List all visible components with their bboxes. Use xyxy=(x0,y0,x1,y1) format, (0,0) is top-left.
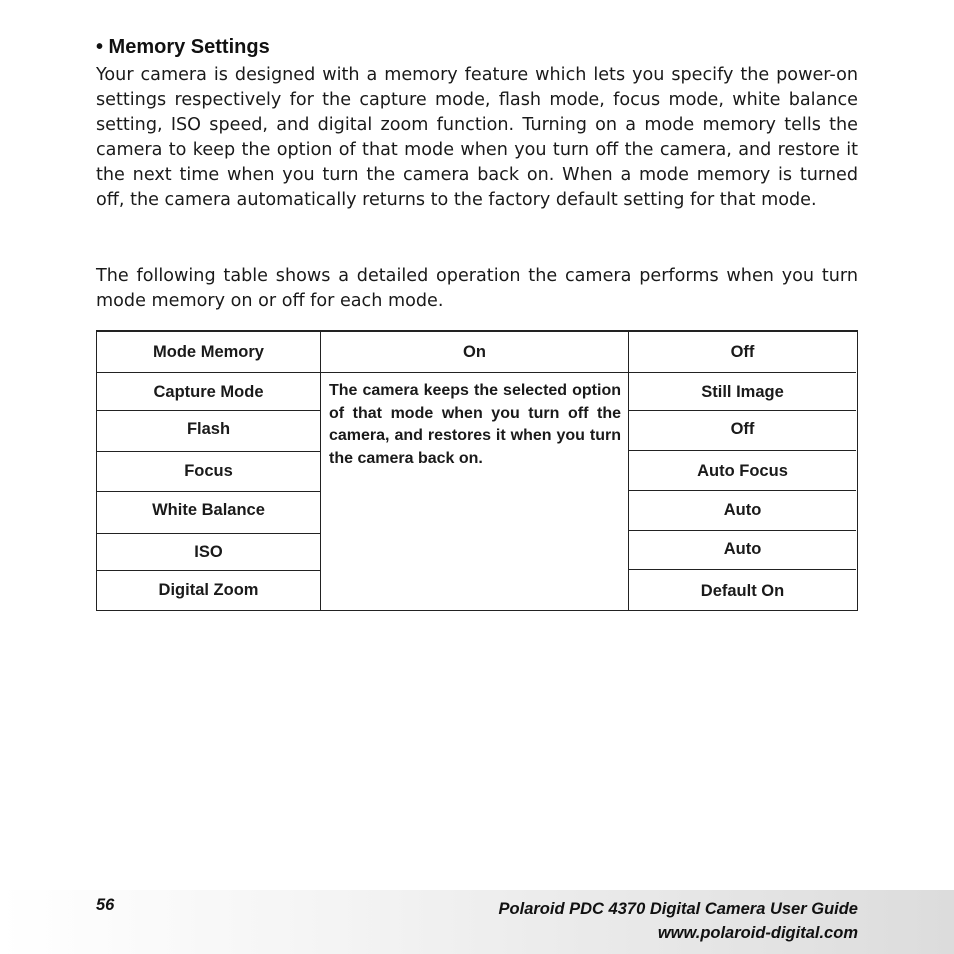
section-heading: • Memory Settings xyxy=(96,36,270,58)
mode-cell: Focus xyxy=(184,462,233,480)
off-cell: Off xyxy=(730,419,755,438)
table-divider xyxy=(97,570,321,571)
table-divider xyxy=(628,450,856,451)
table-divider xyxy=(320,332,321,610)
off-cell: Still Image xyxy=(701,382,784,401)
header-mode-memory: Mode Memory xyxy=(153,342,264,361)
memory-settings-table xyxy=(96,330,858,611)
mode-cell: Flash xyxy=(186,419,231,438)
page-number: 56 xyxy=(96,896,115,914)
header-off: Off xyxy=(730,342,755,361)
table-divider xyxy=(97,372,856,373)
off-cell: Auto xyxy=(723,539,762,558)
off-cell: Default On xyxy=(700,581,785,600)
mode-cell: Digital Zoom xyxy=(158,580,259,599)
on-description: The camera keeps the selected option of that mode when you turn off the camera, and restores it when you turn the camera back on. xyxy=(329,382,621,467)
mode-cell: ISO xyxy=(194,542,223,561)
table-intro-paragraph: The following table shows a detailed operation the camera performs when you turn mode memory on or off for each mode. xyxy=(96,266,858,311)
off-cell: Auto xyxy=(723,500,762,519)
guide-title: Polaroid PDC 4370 Digital Camera User Guide xyxy=(498,900,858,918)
mode-cell: White Balance xyxy=(152,500,265,519)
table-divider xyxy=(628,569,856,570)
website-url: www.polaroid-digital.com xyxy=(657,924,858,942)
mode-cell: Capture Mode xyxy=(153,382,264,401)
header-on: On xyxy=(463,342,486,361)
intro-paragraph: Your camera is designed with a memory feature which lets you specify the power-on settings respectively for the capture mode, flash mode, focus mode, white balance setting, ISO speed, and digital zoom function. Turning on a mode memory tells the camera to keep the option of that mode when you turn off the camera, and restore it the next time when you turn the camera back on. When a mode memory is turned off, the camera automatically returns to the factory default setting for that mode. xyxy=(96,65,858,210)
off-cell: Auto Focus xyxy=(697,461,788,480)
table-divider xyxy=(97,451,321,452)
table-divider xyxy=(628,490,856,491)
